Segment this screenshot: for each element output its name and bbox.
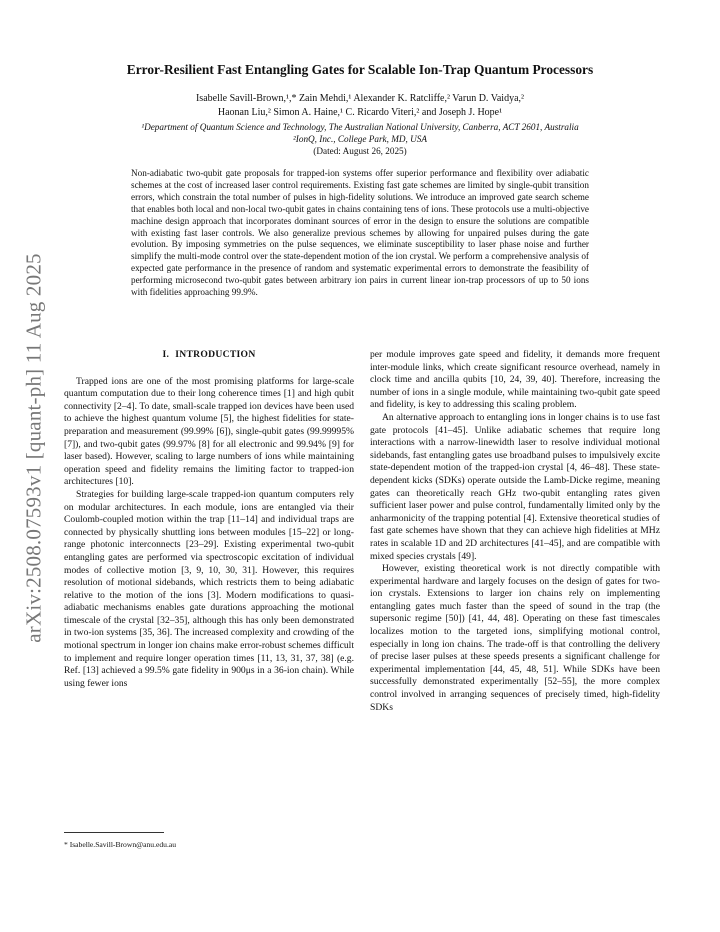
footnote: * Isabelle.Savill-Brown@anu.edu.au [64,840,177,849]
affiliation-1: ¹Department of Quantum Science and Technology, The Australian National University, Canberra, ACT 2601, Australia [141,122,579,132]
section-number: I. [162,349,170,360]
paragraph: per module improves gate speed and fidelity, it demands more frequent inter-module links, which create significant resource overhead, namely in clock time and ancilla qubits [10, 24, 39, 40]. Therefore, increasing the number of ions in a single module, while maintaining two-qubit gate speed and fidelity, is key to addressing this scaling problem. [370,349,660,411]
abstract: Non-adiabatic two-qubit gate proposals for trapped-ion systems offer superior performance and flexibility over adiabatic schemes at the cost of increased laser control requirements. Existing fast gate schemes are limited by single-qubit transition errors, which constrain the total number of pulses in high-fidelity solutions. We introduce an improved gate search scheme that enables both local and non-local two-qubit gates in chains containing tens of ions. These protocols use a multi-objective machine design approach that incorporates dominant sources of error in the design to ensure the solutions are compatible with existing fast laser controls. We also generalize previous schemes by allowing for unpaired pulses during the gate evolution. By imposing symmetries on the pulse sequences, we eliminate susceptibility to laser phase noise and further simplify the multi-mode control over the state-dependent motion of the ion crystal. We perform a comprehensive analysis of expected gate performance in the presence of random and systematic experimental errors to demonstrate the feasibility of performing microsecond two-qubit gates between arbitrary ion pairs in current linear ion-trap processors of up to 50 ions with fidelities approaching 99.9%. [131,168,589,298]
paragraph: However, existing theoretical work is not directly compatible with experimental hardware and largely focuses on the design of gates for two-ion crystals. Extensions to larger ion chains rely on implementing entangling gates much faster than the speed of sound in the trap (the supersonic regime [50]) [41, 44, 48]. Operating on these fast timescales localizes motion to the targeted ions, simplifying motional control, especially in long ion chains. The trade-off is that controlling the delivery of precise laser pulses at these speeds presents a significant challenge for experimental implementation [44, 45, 48, 51]. While SDKs have been successfully demonstrated experimentally [52–55], the more complex control involved in arranging sequences of precisely timed, high-fidelity SDKs [370,563,660,713]
right-column [370,349,660,714]
paper-title: Error-Resilient Fast Entangling Gates for Scalable Ion-Trap Quantum Processors [126,62,594,77]
arxiv-identifier-text: arXiv:2508.07593v1 [quant-ph] 11 Aug 2025 [21,253,46,643]
left-column [64,349,354,690]
paragraph: Trapped ions are one of the most promising platforms for large-scale quantum computation due to their long coherence times [1] and high qubit connectivity [2–4]. To date, small-scale trapped ion devices have been used to achieve the highest quantum volume [5], the highest fidelities for state-preparation and measurement (99.99% [6]), single-qubit gates (99.99995% [7]), and two-qubit gates (99.97% [8] for all electronic and 99.94% [9] for laser based). However, scaling to large numbers of ions while maintaining operation speed and fidelity remains the limiting factor to trapped-ion architectures [10]. [64,375,354,488]
author-line-2: Haonan Liu,² Simon A. Haine,¹ C. Ricardo Viteri,² and Joseph J. Hope¹ [217,106,503,118]
date-line: (Dated: August 26, 2025) [313,146,407,156]
paragraph: Strategies for building large-scale trapped-ion quantum computers rely on modular architectures. In each module, ions are entangled via their Coulomb-coupled motion within the trap [11–14] and individual traps are connected by physically shuttling ions between modules [15–22] or long-range photonic interconnects [23–29]. Existing experimental two-qubit entangling gates are performed via spectroscopic excitation of individual modes of collective motion [3, 9, 10, 30, 31]. However, this requires resolution of motional sidebands, which restricts them to being adiabatic relative to the motion of the ions [3]. Modern modifications to quasi-adiabatic mechanisms enables gate durations approaching the motional timescale of the crystal [32–35], although this has only been demonstrated in two-ion systems [35, 36]. The increased complexity and crowding of the motional spectrum in longer ion chains make error-robust schemes difficult to implement and require longer operation times [11, 13, 31, 37, 38] (e.g. Ref. [13] achieved a 99.5% gate fidelity in 900μs in a 36-ion chain). While using fewer ions [64,488,354,689]
affiliation-2: ²IonQ, Inc., College Park, MD, USA [293,134,427,144]
section-heading [64,349,354,362]
arxiv-identifier [14,248,54,648]
author-line-1: Isabelle Savill-Brown,¹,* Zain Mehdi,¹ Alexander K. Ratcliffe,² Varun D. Vaidya,² [195,93,525,104]
section-title: INTRODUCTION [175,349,256,360]
author-list [64,92,656,119]
paragraph: An alternative approach to entangling ions in longer chains is to use fast gate protocols [41–45]. Unlike adiabatic schemes that require long interactions with a narrow-linewidth laser to resolve individual motional sidebands, fast entangling gates use broadband pulses to impulsively excite state-dependent motion of the trapped-ion crystal [4, 46–48]. These state-dependent kicks (SDKs) operate outside the Lamb-Dicke regime, meaning gates can theoretically reach GHz two-qubit entangling rates given sufficient laser power and pulse control, fundamentally limited only by the anharmonicity of the trapping potential [4]. Extensive theoretical studies of fast gate schemes have shown that they can achieve high fidelities at MHz rates in scalable 1D and 2D architectures [41–45], and are compatible with mixed species crystals [49]. [370,411,660,562]
affiliations [64,121,656,145]
footnote-rule [64,832,164,833]
